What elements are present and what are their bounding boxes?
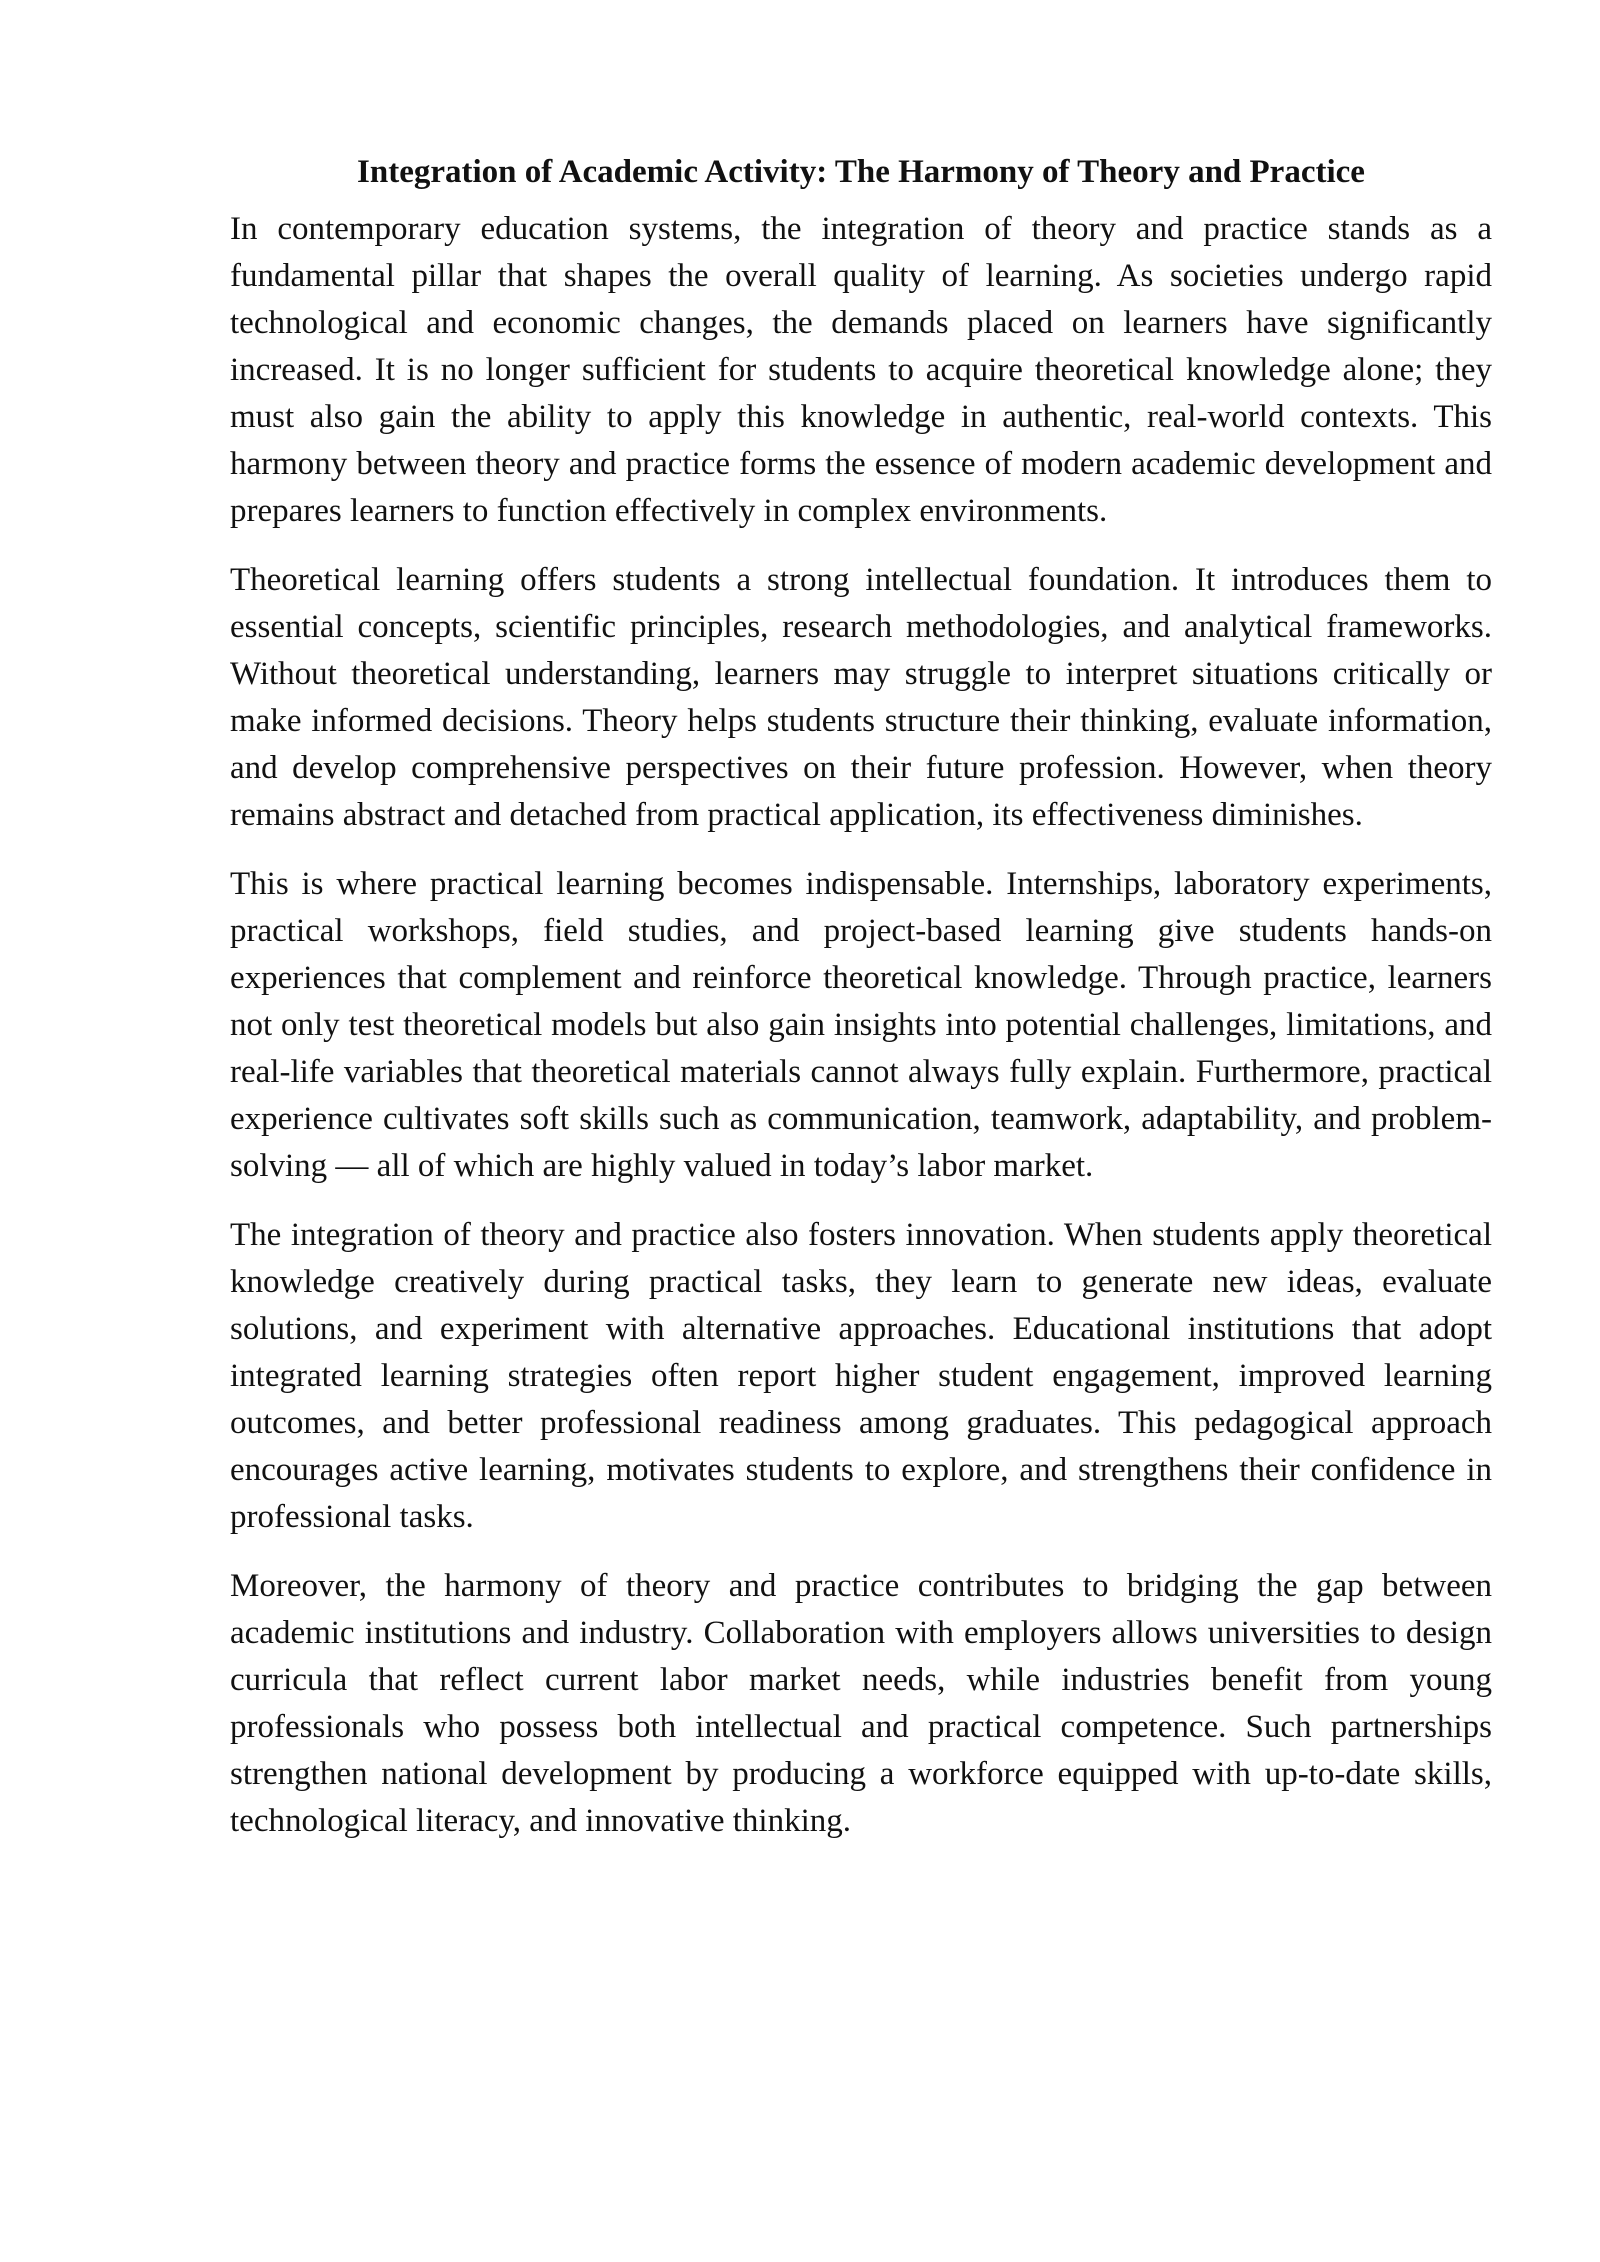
paragraph-2: Theoretical learning offers students a strong intellectual foundation. It introduces them to essential concepts, scientific principles, research methodologies, and analytical frameworks. Without theoretical understanding, learners may struggle to interpret situations critically or make informed decisions. Theory helps students structure their thinking, evaluate information, and develop comprehensive perspectives on their future profession. However, when theory remains abstract and detached from practical application, its effectiveness diminishes. xyxy=(230,562,1492,833)
paragraph-4: The integration of theory and practice also fosters innovation. When students apply theoretical knowledge creatively during practical tasks, they learn to generate new ideas, evaluate solutions, and experiment with alternative approaches. Educational institutions that adopt integrated learning strategies often report higher student engagement, improved learning outcomes, and better professional readiness among graduates. This pedagogical approach encourages active learning, motivates students to explore, and strengthens their confidence in professional tasks. xyxy=(230,1217,1492,1535)
paragraph-5: Moreover, the harmony of theory and practice contributes to bridging the gap between academic institutions and industry. Collaboration with employers allows universities to design curricula that reflect current labor market needs, while industries benefit from young professionals who possess both intellectual and practical competence. Such partnerships strengthen national development by producing a workforce equipped with up-to-date skills, technological literacy, and innovative thinking. xyxy=(230,1568,1492,1839)
document-content xyxy=(230,148,1492,1867)
document-title: Integration of Academic Activity: The Harmony of Theory and Practice xyxy=(357,154,1365,190)
paragraph-1: In contemporary education systems, the integration of theory and practice stands as a fundamental pillar that shapes the overall quality of learning. As societies undergo rapid technological and economic changes, the demands placed on learners have significantly increased. It is no longer sufficient for students to acquire theoretical knowledge alone; they must also gain the ability to apply this knowledge in authentic, real-world contexts. This harmony between theory and practice forms the essence of modern academic development and prepares learners to function effectively in complex environments. xyxy=(230,211,1492,529)
paragraph-3: This is where practical learning becomes indispensable. Internships, laboratory experiments, practical workshops, field studies, and project-based learning give students hands-on experiences that complement and reinforce theoretical knowledge. Through practice, learners not only test theoretical models but also gain insights into potential challenges, limitations, and real-life variables that theoretical materials cannot always fully explain. Furthermore, practical experience cultivates soft skills such as communication, teamwork, adaptability, and problem-solving — all of which are highly valued in today’s labor market. xyxy=(230,866,1492,1184)
